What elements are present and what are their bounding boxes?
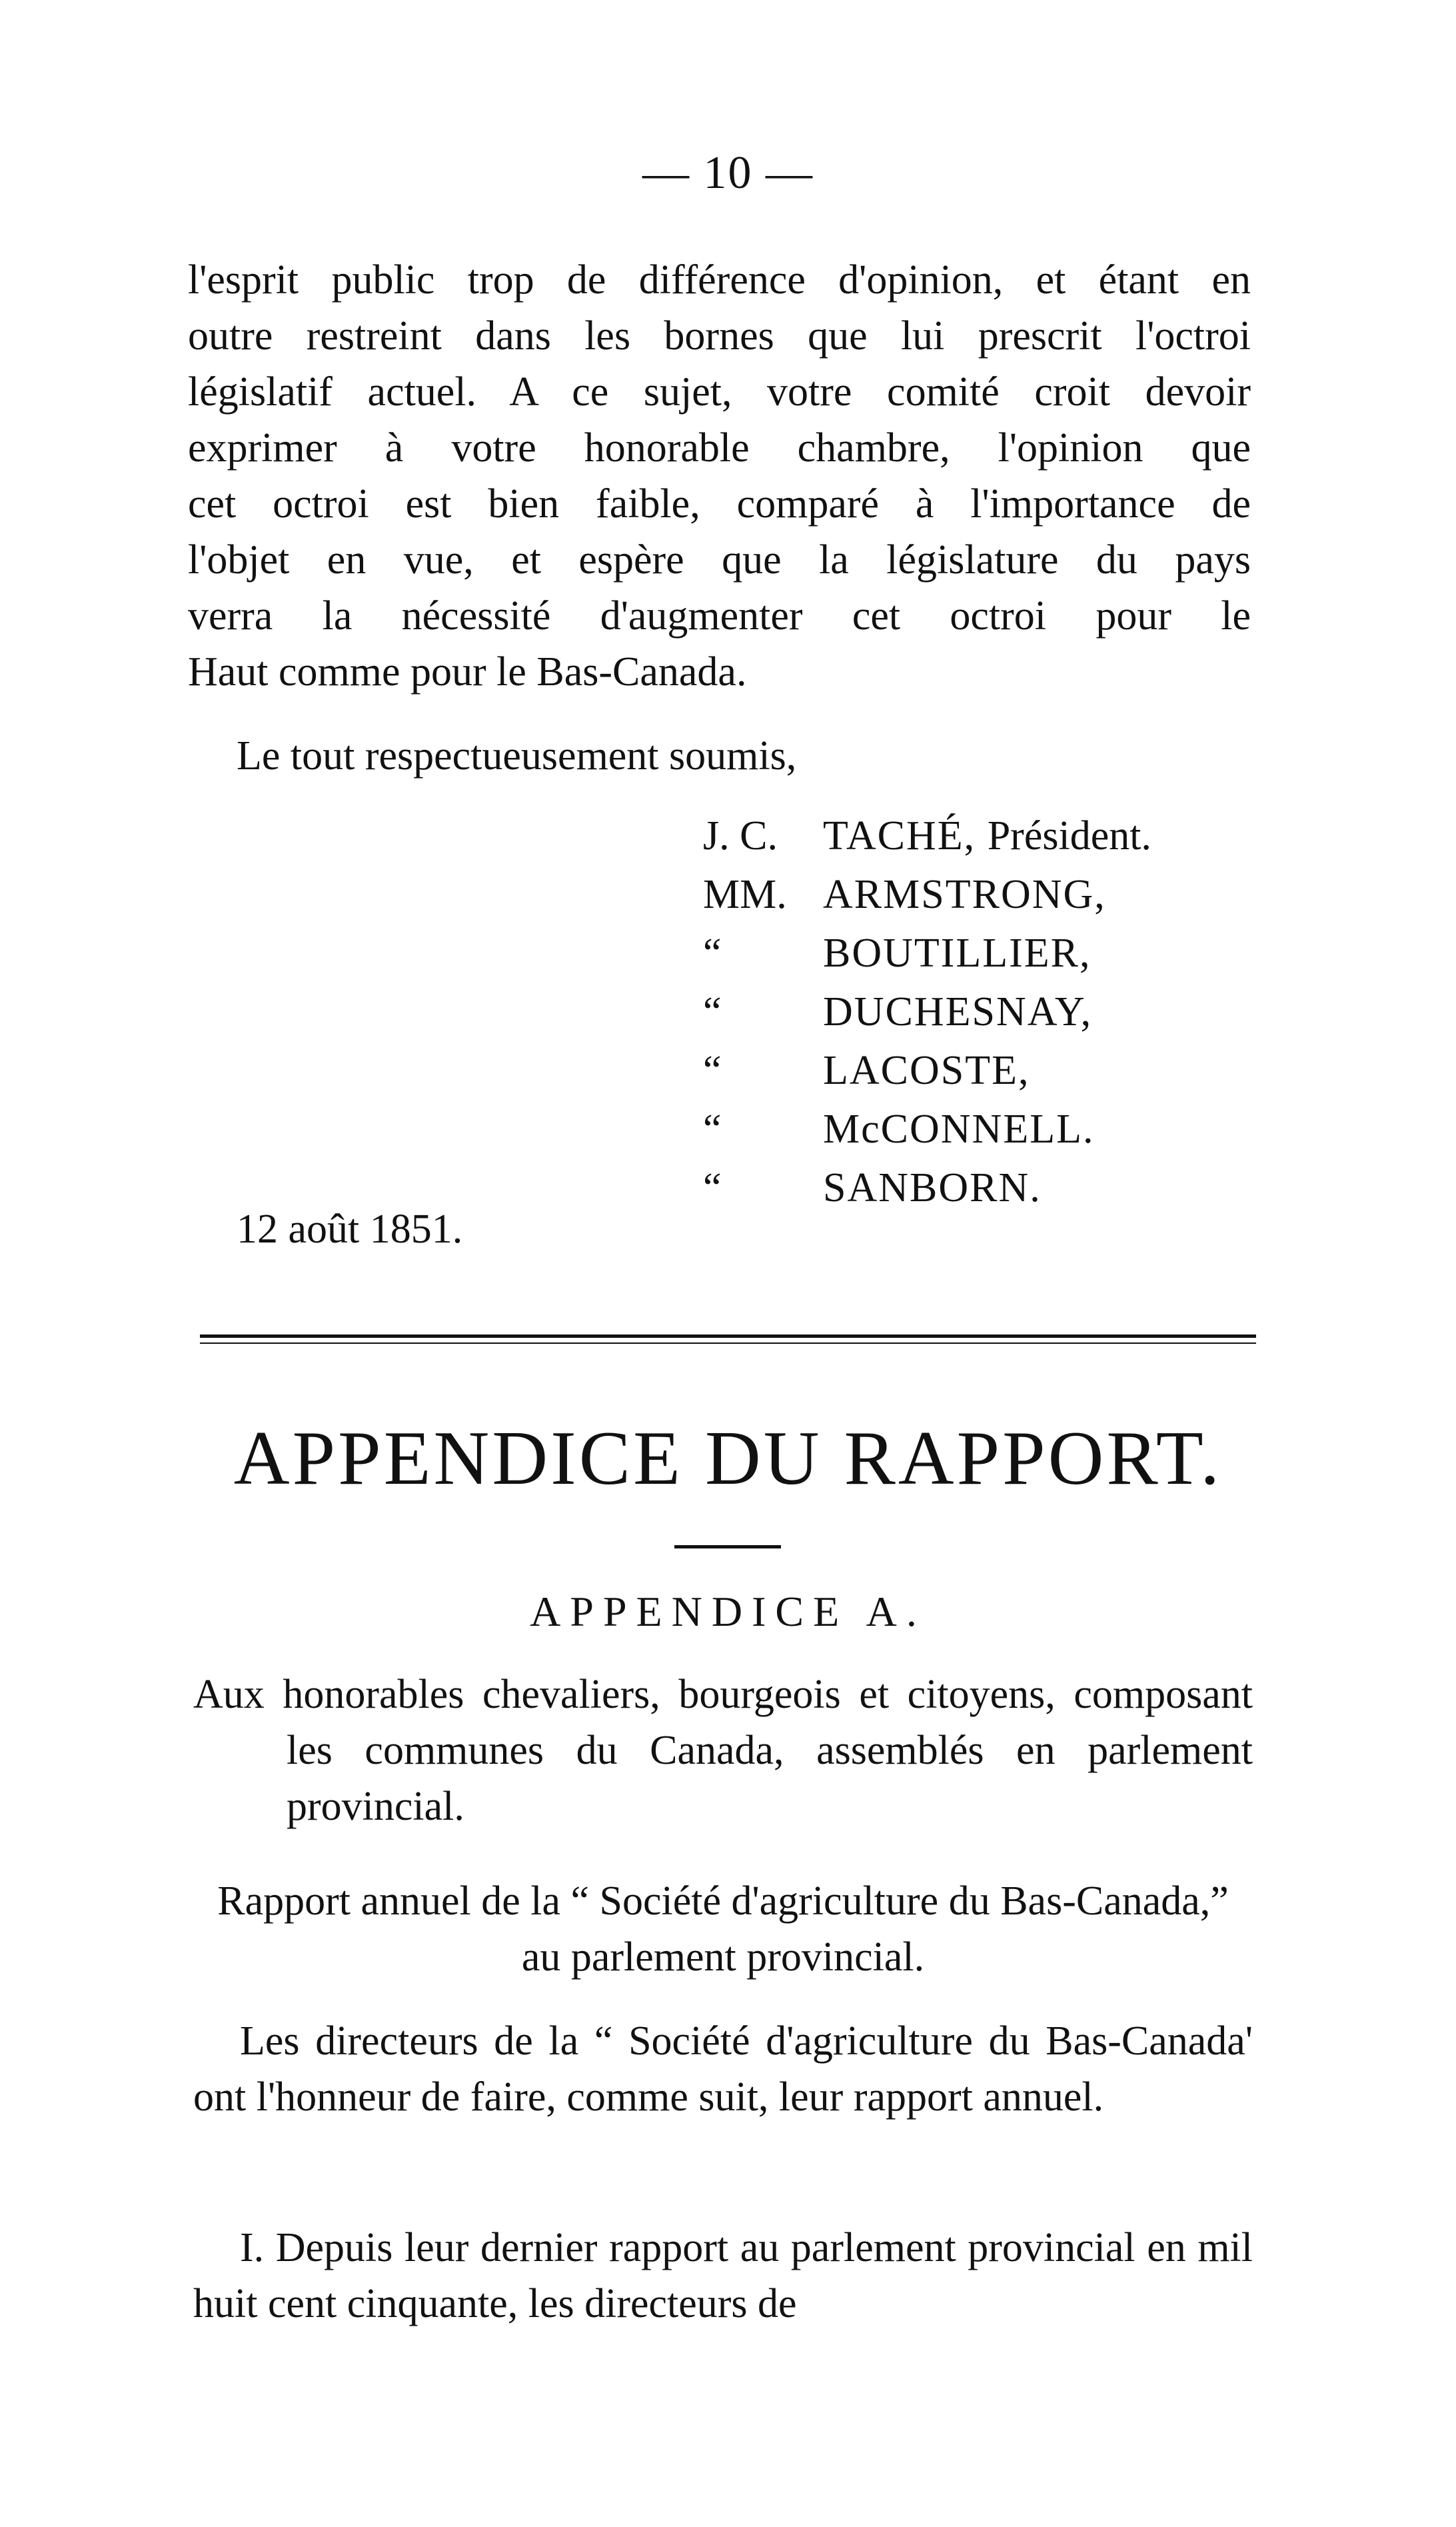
appendix-subheading: APPENDICE A. — [530, 1588, 926, 1635]
report-title: Rapport annuel de la “ Société d'agriculture du Bas-Canada,” au parlement provincial. — [217, 1878, 1229, 1980]
directors-paragraph: Les directeurs de la “ Société d'agriculture du Bas-Canada' ont l'honneur de faire, comme suit, leur rapport annuel. — [193, 2018, 1253, 2120]
signature-row — [703, 1100, 1151, 1159]
section-divider-thick — [200, 1334, 1256, 1338]
signature-name: ARMSTRONG, — [823, 872, 1106, 917]
signature-name: BOUTILLIER, — [823, 931, 1092, 976]
report-date: 12 août 1851. — [237, 1207, 463, 1252]
signature-row — [703, 807, 1151, 865]
address-paragraph: Aux honorables chevaliers, bourgeois et citoyens, composant les communes du Canada, assemblés en parlement provincial. — [193, 1672, 1253, 1829]
signature-name: SANBORN. — [823, 1165, 1042, 1211]
signature-prefix: “ — [703, 989, 722, 1035]
signatory-name: TACHÉ, — [823, 813, 976, 859]
signature-prefix: “ — [703, 1165, 722, 1211]
report-conclusion-paragraph — [188, 252, 1251, 700]
signature-block — [703, 807, 1151, 1217]
signature-row — [703, 924, 1151, 983]
signature-prefix: “ — [703, 931, 722, 976]
paragraph-line: exprimer à votre honorable chambre, l'opinion que — [188, 425, 1251, 471]
paragraph-line: l'objet en vue, et espère que la législature du pays — [188, 537, 1251, 583]
signature-name: McCONNELL. — [823, 1107, 1095, 1152]
paragraph-line: Haut comme pour le Bas-Canada. — [188, 649, 747, 695]
paragraph-line: cet octroi est bien faible, comparé à l'importance de — [188, 481, 1251, 527]
signature-row — [703, 1159, 1151, 1217]
section-one-paragraph: I. Depuis leur dernier rapport au parlement provincial en mil huit cent cinquante, les directeurs de — [193, 2225, 1253, 2326]
section-divider-thin — [200, 1342, 1256, 1344]
signature-name — [823, 807, 1151, 865]
appendix-heading: APPENDICE DU RAPPORT. — [233, 1416, 1223, 1501]
closing-line: Le tout respectueusement soumis, — [237, 733, 797, 779]
signature-prefix: “ — [703, 1107, 722, 1152]
signature-prefix: MM. — [703, 872, 787, 917]
signatory-role: Président. — [987, 813, 1151, 859]
signature-row — [703, 983, 1151, 1041]
paragraph-line: législatif actuel. A ce sujet, votre comité croit devoir — [188, 369, 1251, 415]
paragraph-line: outre restreint dans les bornes que lui prescrit l'octroi — [188, 313, 1251, 359]
signature-row — [703, 1041, 1151, 1100]
signature-prefix: J. C. — [703, 813, 778, 859]
heading-underline — [674, 1545, 781, 1548]
signature-row — [703, 865, 1151, 924]
page-number: — 10 — — [642, 147, 814, 199]
signature-name: LACOSTE, — [823, 1048, 1030, 1093]
paragraph-line: verra la nécessité d'augmenter cet octroi pour le — [188, 593, 1251, 639]
signature-name: DUCHESNAY, — [823, 989, 1093, 1035]
paragraph-line: l'esprit public trop de différence d'opinion, et étant en — [188, 257, 1251, 303]
signature-prefix: “ — [703, 1048, 722, 1093]
